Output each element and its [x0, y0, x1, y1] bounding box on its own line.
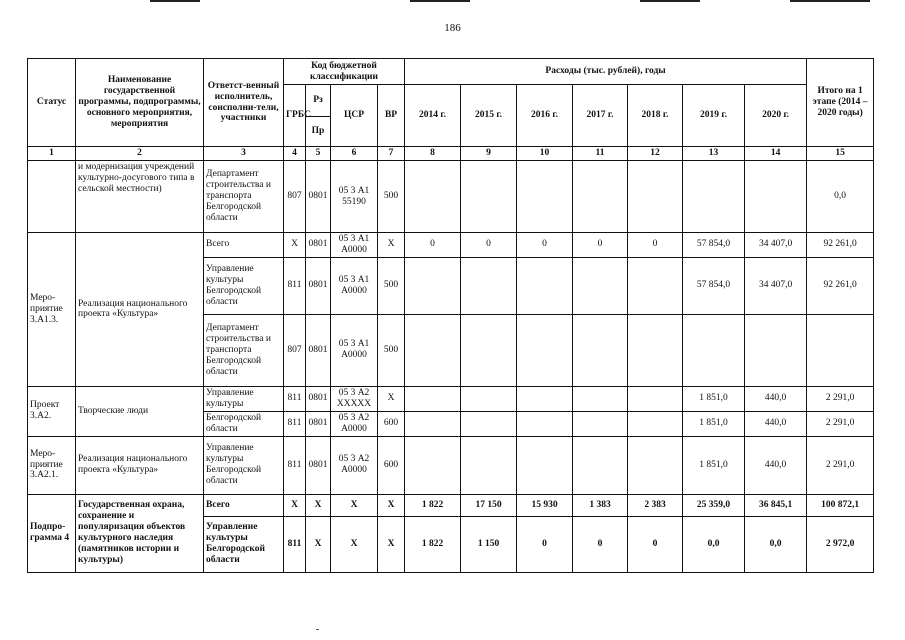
grbs-cell: 811 — [284, 257, 306, 314]
value-cell — [461, 386, 517, 411]
value-cell — [517, 314, 573, 386]
vr-cell: 500 — [378, 161, 405, 233]
name-cell: Реализация национального проекта «Культура» — [76, 436, 204, 494]
value-cell — [573, 161, 628, 233]
rzpr-cell: 0801 — [306, 233, 331, 258]
value-cell: 0 — [573, 233, 628, 258]
total-cell: 100 872,1 — [807, 494, 874, 516]
rzpr-cell: 0801 — [306, 314, 331, 386]
column-number: 14 — [745, 147, 807, 161]
header-rz: Рз — [306, 85, 331, 117]
table-row — [28, 494, 874, 516]
grbs-cell: 811 — [284, 436, 306, 494]
rzpr-cell: 0801 — [306, 436, 331, 494]
value-cell: 0,0 — [683, 516, 745, 572]
total-cell — [807, 314, 874, 386]
header-total: Итого на 1 этапе (2014 – 2020 годы) — [807, 59, 874, 147]
scan-edge-mark — [410, 0, 470, 2]
value-cell: 57 854,0 — [683, 257, 745, 314]
value-cell — [628, 436, 683, 494]
vr-cell: Х — [378, 494, 405, 516]
responsible-cell: Управление культуры Белгородской области — [204, 436, 284, 494]
vr-cell: 500 — [378, 257, 405, 314]
value-cell — [517, 257, 573, 314]
value-cell: 34 407,0 — [745, 257, 807, 314]
status-cell: Проект 3.А2. — [28, 386, 76, 436]
page-number: 186 — [444, 22, 461, 34]
value-cell — [461, 161, 517, 233]
value-cell — [405, 161, 461, 233]
value-cell — [683, 314, 745, 386]
status-cell — [28, 161, 76, 233]
value-cell: 1 851,0 — [683, 411, 745, 436]
grbs-cell: 807 — [284, 161, 306, 233]
column-number: 12 — [628, 147, 683, 161]
grbs-cell: 807 — [284, 314, 306, 386]
column-number: 7 — [378, 147, 405, 161]
value-cell: 440,0 — [745, 411, 807, 436]
scan-dot — [316, 629, 319, 630]
value-cell: 440,0 — [745, 386, 807, 411]
header-year: 2018 г. — [628, 85, 683, 147]
header-year: 2014 г. — [405, 85, 461, 147]
value-cell: 57 854,0 — [683, 233, 745, 258]
value-cell — [573, 411, 628, 436]
value-cell: 0 — [517, 233, 573, 258]
value-cell — [628, 161, 683, 233]
csr-cell: 05 3 А2 А0000 — [331, 411, 378, 436]
responsible-cell: Департамент строительства и транспорта Белгородской области — [204, 161, 284, 233]
value-cell: 25 359,0 — [683, 494, 745, 516]
responsible-cell: Всего — [204, 233, 284, 258]
header-pr: Пр — [306, 117, 331, 147]
value-cell: 0 — [461, 233, 517, 258]
rzpr-cell: 0801 — [306, 386, 331, 411]
column-number: 5 — [306, 147, 331, 161]
value-cell — [405, 411, 461, 436]
header-name: Наименование государственной программы, подпрограммы, основного мероприятия, мероприятия — [76, 59, 204, 147]
value-cell — [405, 257, 461, 314]
total-cell: 2 291,0 — [807, 411, 874, 436]
header-year: 2017 г. — [573, 85, 628, 147]
value-cell: 1 851,0 — [683, 436, 745, 494]
value-cell: 34 407,0 — [745, 233, 807, 258]
header-year: 2016 г. — [517, 85, 573, 147]
value-cell: 0 — [628, 516, 683, 572]
value-cell — [628, 257, 683, 314]
value-cell: 1 822 — [405, 516, 461, 572]
vr-cell: 600 — [378, 436, 405, 494]
column-number: 10 — [517, 147, 573, 161]
responsible-cell: Управление культуры Белгородской области — [204, 516, 284, 572]
status-cell: Меро-приятие 3.А2.1. — [28, 436, 76, 494]
header-budget-code: Код бюджетной классификации — [284, 59, 405, 85]
responsible-cell: Всего — [204, 494, 284, 516]
budget-table — [27, 58, 874, 573]
value-cell: 17 150 — [461, 494, 517, 516]
header-status: Статус — [28, 59, 76, 147]
table-row — [28, 436, 874, 494]
scan-edge-mark — [150, 0, 200, 2]
column-number: 4 — [284, 147, 306, 161]
rzpr-cell: 0801 — [306, 257, 331, 314]
scan-edge-mark — [640, 0, 700, 2]
responsible-cell: Департамент строительства и транспорта Белгородской области — [204, 314, 284, 386]
value-cell: 0 — [628, 233, 683, 258]
header-year: 2015 г. — [461, 85, 517, 147]
value-cell: 1 822 — [405, 494, 461, 516]
vr-cell: Х — [378, 386, 405, 411]
table-row — [28, 161, 874, 233]
header-vr: ВР — [378, 85, 405, 147]
value-cell — [628, 386, 683, 411]
name-cell: Государственная охрана, сохранение и популяризация объектов культурного наследия (памятников истории и культуры) — [76, 494, 204, 572]
value-cell — [517, 436, 573, 494]
csr-cell: Х — [331, 494, 378, 516]
csr-cell: Х — [331, 516, 378, 572]
table-row — [28, 386, 874, 411]
csr-cell: 05 3 А1 А0000 — [331, 314, 378, 386]
value-cell: 15 930 — [517, 494, 573, 516]
vr-cell: 600 — [378, 411, 405, 436]
value-cell: 440,0 — [745, 436, 807, 494]
value-cell — [405, 386, 461, 411]
value-cell — [517, 161, 573, 233]
header-grbs: ГРБС — [284, 85, 306, 147]
total-cell: 2 291,0 — [807, 386, 874, 411]
vr-cell: Х — [378, 233, 405, 258]
value-cell — [517, 411, 573, 436]
responsible-cell: Управление культуры — [204, 386, 284, 411]
value-cell — [405, 436, 461, 494]
grbs-cell: 811 — [284, 516, 306, 572]
value-cell — [573, 436, 628, 494]
grbs-cell: Х — [284, 233, 306, 258]
value-cell — [573, 386, 628, 411]
csr-cell: 05 3 А1 55190 — [331, 161, 378, 233]
vr-cell: Х — [378, 516, 405, 572]
header-responsible: Ответст-венный исполнитель, соисполни-тели, участники — [204, 59, 284, 147]
csr-cell: 05 3 А1 А0000 — [331, 233, 378, 258]
value-cell: 36 845,1 — [745, 494, 807, 516]
csr-cell: 05 3 А1 А0000 — [331, 257, 378, 314]
value-cell: 0,0 — [745, 516, 807, 572]
csr-cell: 05 3 А2 ХХХХХ — [331, 386, 378, 411]
total-cell: 92 261,0 — [807, 257, 874, 314]
rzpr-cell: Х — [306, 516, 331, 572]
value-cell: 2 383 — [628, 494, 683, 516]
value-cell — [573, 257, 628, 314]
vr-cell: 500 — [378, 314, 405, 386]
header-year: 2020 г. — [745, 85, 807, 147]
value-cell — [461, 436, 517, 494]
header-year: 2019 г. — [683, 85, 745, 147]
value-cell — [628, 314, 683, 386]
header-csr: ЦСР — [331, 85, 378, 147]
column-number: 13 — [683, 147, 745, 161]
column-number: 9 — [461, 147, 517, 161]
rzpr-cell: 0801 — [306, 161, 331, 233]
total-cell: 2 291,0 — [807, 436, 874, 494]
grbs-cell: 811 — [284, 411, 306, 436]
value-cell: 1 851,0 — [683, 386, 745, 411]
column-number: 3 — [204, 147, 284, 161]
name-cell: Реализация национального проекта «Культура» — [76, 233, 204, 387]
table-row — [28, 233, 874, 258]
value-cell — [745, 314, 807, 386]
value-cell — [573, 314, 628, 386]
total-cell: 0,0 — [807, 161, 874, 233]
value-cell — [683, 161, 745, 233]
header-expenses: Расходы (тыс. рублей), годы — [405, 59, 807, 85]
responsible-cell: Управление культуры Белгородской области — [204, 257, 284, 314]
value-cell: 1 150 — [461, 516, 517, 572]
rzpr-cell: 0801 — [306, 411, 331, 436]
value-cell — [405, 314, 461, 386]
value-cell: 0 — [405, 233, 461, 258]
name-cell: Творческие люди — [76, 386, 204, 436]
value-cell — [461, 411, 517, 436]
column-number: 1 — [28, 147, 76, 161]
value-cell: 0 — [517, 516, 573, 572]
column-number: 8 — [405, 147, 461, 161]
status-cell: Меро-приятие 3.А1.3. — [28, 233, 76, 387]
value-cell: 0 — [573, 516, 628, 572]
column-number: 11 — [573, 147, 628, 161]
column-number: 15 — [807, 147, 874, 161]
grbs-cell: Х — [284, 494, 306, 516]
column-number: 6 — [331, 147, 378, 161]
value-cell — [628, 411, 683, 436]
scan-edge-mark — [790, 0, 870, 2]
total-cell: 2 972,0 — [807, 516, 874, 572]
total-cell: 92 261,0 — [807, 233, 874, 258]
value-cell: 1 383 — [573, 494, 628, 516]
value-cell — [461, 257, 517, 314]
column-number: 2 — [76, 147, 204, 161]
value-cell — [461, 314, 517, 386]
grbs-cell: 811 — [284, 386, 306, 411]
value-cell — [745, 161, 807, 233]
rzpr-cell: Х — [306, 494, 331, 516]
csr-cell: 05 3 А2 А0000 — [331, 436, 378, 494]
value-cell — [517, 386, 573, 411]
name-cell: и модернизация учреждений культурно-досугового типа в сельской местности) — [76, 161, 204, 233]
responsible-cell: Белгородской области — [204, 411, 284, 436]
status-cell: Подпро-грамма 4 — [28, 494, 76, 572]
